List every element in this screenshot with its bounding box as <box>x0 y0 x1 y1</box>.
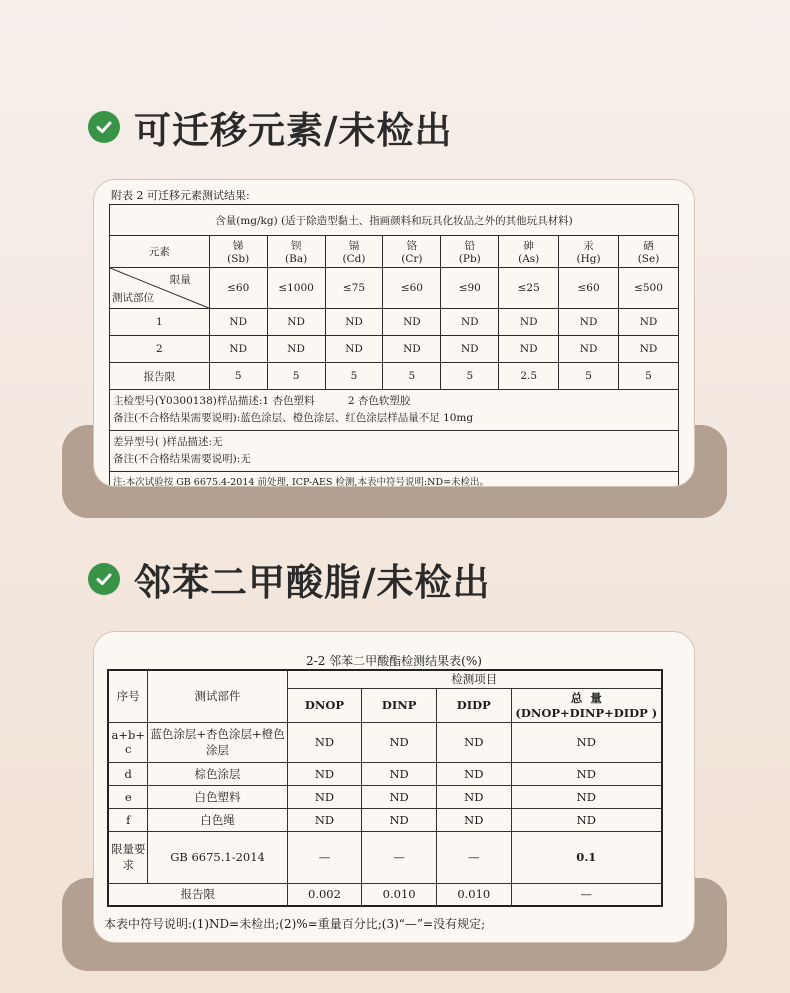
limit-label: 限量 <box>169 274 191 286</box>
note-diff-remark: 备注(不合格结果需要说明):无 <box>113 453 251 465</box>
table1-notes-diff <box>110 431 679 472</box>
limit-ba: ≤1000 <box>267 268 325 309</box>
total-label: 总 量 <box>570 691 602 705</box>
element-se: 硒 (Se) <box>619 236 679 268</box>
items-header: 检测项目 <box>287 670 662 688</box>
table2-caption: 2-2 邻苯二甲酸酯检测结果表(%) <box>306 654 482 668</box>
note-main-remark: 备注(不合格结果需要说明):蓝色涂层、橙色涂层、红色涂层样品量不足 10mg <box>113 412 474 424</box>
limit-part-cell <box>110 268 210 309</box>
phthalate-table <box>107 669 663 907</box>
col-dinp: DINP <box>362 688 437 722</box>
limit-row: 限量要求 GB 6675.1-2014 — — — 0.1 <box>108 831 662 883</box>
section2-title: 邻苯二甲酸脂/未检出 <box>134 561 491 604</box>
element-label: 元素 <box>110 236 210 268</box>
section1-heading <box>88 100 453 154</box>
limit-as: ≤25 <box>499 268 559 309</box>
element-cr: 铬 (Cr) <box>383 236 441 268</box>
table-row: d 棕色涂层 ND ND ND ND <box>108 762 662 785</box>
check-circle-icon <box>88 111 120 143</box>
limit-cd: ≤75 <box>325 268 383 309</box>
table-row: e 白色塑料 ND ND ND ND <box>108 785 662 808</box>
check-circle-icon <box>88 563 120 595</box>
table1-notes-main <box>110 390 679 431</box>
col-didp: DIDP <box>436 688 511 722</box>
table2-footnote: 本表中符号说明:(1)ND=未检出;(2)%=重量百分比;(3)“—”=没有规定; <box>104 917 486 931</box>
limit-cr: ≤60 <box>383 268 441 309</box>
element-sb: 锑 (Sb) <box>209 236 267 268</box>
element-pb: 铅 (Pb) <box>441 236 499 268</box>
col-total <box>511 688 662 722</box>
col-dnop: DNOP <box>287 688 362 722</box>
table-row: a+b+ c 蓝色涂层+杏色涂层+橙色涂层 ND ND ND ND <box>108 722 662 762</box>
migratable-elements-table <box>109 204 679 487</box>
limit-se: ≤500 <box>619 268 679 309</box>
report-limit-row: 报告限 0.002 0.010 0.010 — <box>108 883 662 906</box>
table-row: 报告限 5 5 5 5 5 2.5 5 5 <box>110 363 679 390</box>
element-as: 砷 (As) <box>499 236 559 268</box>
note-diff-model: 差异型号( )样品描述:无 <box>113 436 223 448</box>
element-ba: 钡 (Ba) <box>267 236 325 268</box>
note-main-model: 主检型号(Y0300138)样品描述:1 杏色塑料 2 杏色软塑胶 <box>113 395 411 407</box>
table-row: 2 ND ND ND ND ND ND ND ND <box>110 336 679 363</box>
limit-sb: ≤60 <box>209 268 267 309</box>
migratable-elements-card <box>93 179 695 487</box>
limit-pb: ≤90 <box>441 268 499 309</box>
phthalate-card <box>93 631 695 943</box>
section2-heading <box>88 552 491 606</box>
part-label: 测试部位 <box>112 292 154 304</box>
table-row: 1 ND ND ND ND ND ND ND ND <box>110 309 679 336</box>
limit-hg: ≤60 <box>559 268 619 309</box>
total-sub: (DNOP+DINP+DIDP ) <box>515 706 658 720</box>
seq-header: 序号 <box>108 670 148 722</box>
table1-header: 含量(mg/kg) (适于除造型黏土、指画颜料和玩具化妆品之外的其他玩具材料) <box>110 205 679 236</box>
part-header: 测试部件 <box>148 670 287 722</box>
table1-footnote: 注:本次试验按 GB 6675.4-2014 前处理, ICP-AES 检测,本表中符号说明:ND=未检出。 <box>110 472 679 488</box>
table1-caption: 附表 2 可迁移元素测试结果: <box>111 189 250 202</box>
section1-title: 可迁移元素/未检出 <box>134 109 453 152</box>
element-cd: 镉 (Cd) <box>325 236 383 268</box>
element-hg: 汞 (Hg) <box>559 236 619 268</box>
table-row: f 白色绳 ND ND ND ND <box>108 808 662 831</box>
